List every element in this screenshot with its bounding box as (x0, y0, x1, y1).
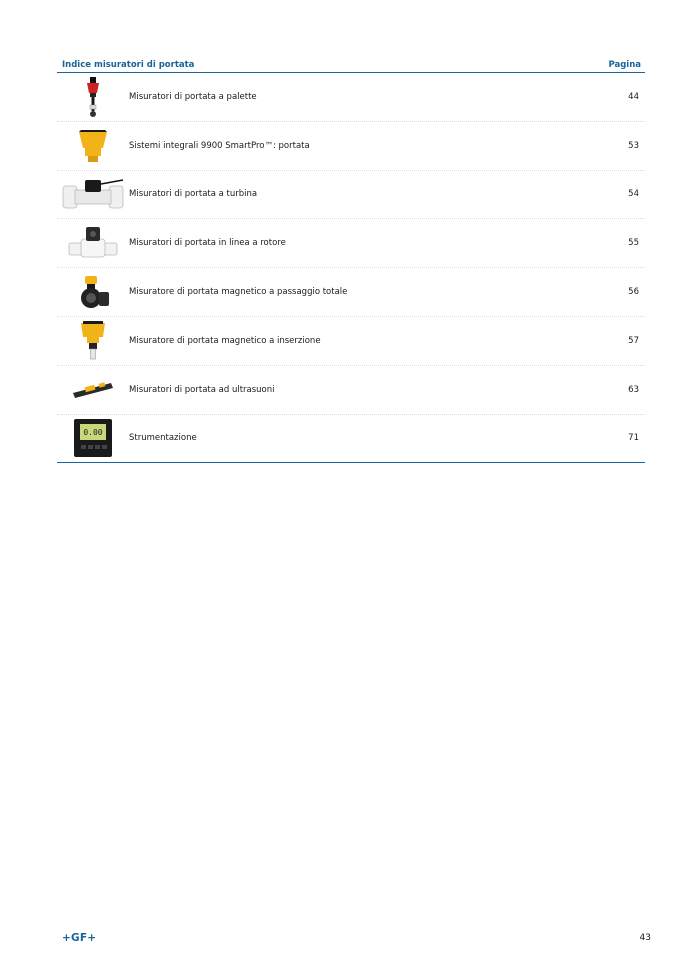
index-row[interactable] (57, 317, 645, 366)
smartpro-transmitter-icon (57, 124, 129, 168)
index-row-page: 56 (628, 287, 639, 298)
page-column-header: Pagina (608, 60, 641, 70)
index-row[interactable] (57, 73, 645, 122)
index-row-label: Misuratori di portata in linea a rotore (129, 238, 286, 249)
ultrasonic-flowmeter-icon (57, 368, 129, 412)
index-row[interactable] (57, 415, 645, 463)
turbine-flowmeter-icon (57, 172, 129, 216)
index-row[interactable] (57, 366, 645, 415)
index-row-label: Sistemi integrali 9900 SmartPro™: portata (129, 140, 310, 151)
index-row[interactable] (57, 219, 645, 268)
index-row-page: 53 (628, 140, 639, 151)
index-row-label: Misuratore di portata magnetico a inserzione (129, 335, 321, 346)
index-row-page: 71 (628, 433, 639, 444)
index-row-label: Misuratori di portata a palette (129, 91, 257, 102)
insertion-magmeter-icon (57, 319, 129, 363)
index-row[interactable] (57, 268, 645, 317)
index-row-page: 63 (628, 384, 639, 395)
index-row-label: Misuratori di portata a turbina (129, 189, 258, 200)
index-title: Indice misuratori di portata (62, 60, 195, 70)
index-row-label: Misuratore di portata magnetico a passaggio totale (129, 287, 348, 298)
index-row-page: 44 (628, 91, 639, 102)
index-row-label: Misuratori di portata ad ultrasuoni (129, 384, 275, 395)
instrument-reading: 0.00 (83, 428, 103, 438)
paddlewheel-sensor-icon (57, 75, 129, 119)
gf-logo: +GF+ (62, 932, 97, 944)
instrument-display-icon (57, 416, 129, 460)
flowmeter-index (57, 56, 645, 463)
index-list (57, 73, 645, 463)
index-row[interactable] (57, 171, 645, 220)
index-header (57, 56, 645, 73)
page-number: 43 (639, 933, 651, 943)
index-row-page: 54 (628, 189, 639, 200)
inline-rotor-flowmeter-icon (57, 221, 129, 265)
index-row-label: Strumentazione (129, 433, 197, 444)
index-row-page: 57 (628, 335, 639, 346)
index-row-page: 55 (628, 238, 639, 249)
full-bore-magmeter-icon (57, 270, 129, 314)
index-row[interactable] (57, 122, 645, 171)
